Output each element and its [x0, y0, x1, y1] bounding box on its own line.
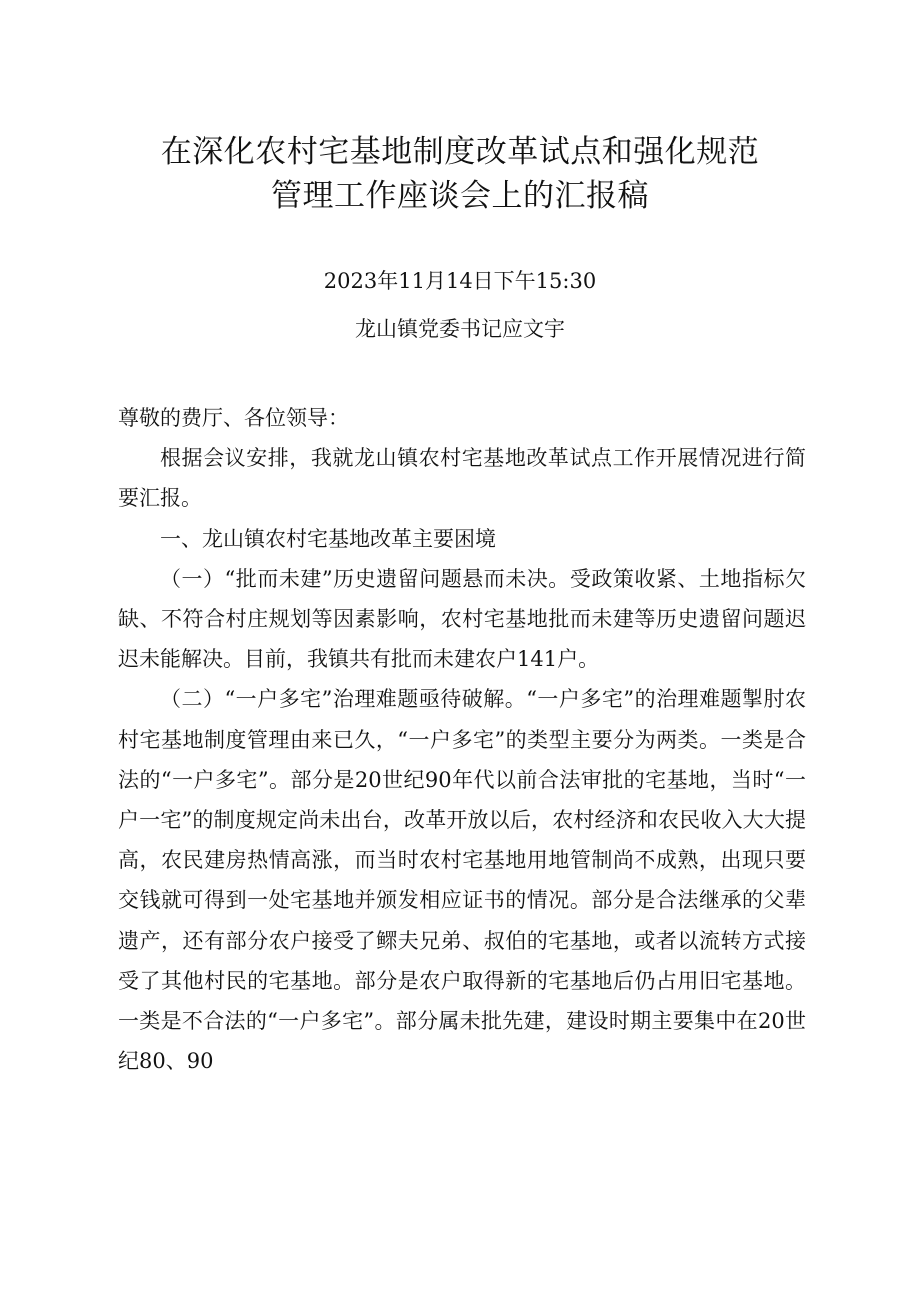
document-title-line-1: 在深化农村宅基地制度改革试点和强化规范	[160, 134, 760, 170]
salutation: 尊敬的费厅、各位领导：	[118, 406, 349, 430]
paragraph-2: （二）“一户多宅”治理难题亟待破解。“一户多宅”的治理难题掣肘农村宅基地制度管理由来已久，“一户多宅”的类型主要分为两类。一类是合法的“一户多宅”。部分是20世纪90年代以前合法审批的宅基地，当时“一户一宅”的制度规定尚未出台，改革开放以后，农村经济和农民收入大大提高，农民建房热情高涨，而当时农村宅基地用地管制尚不成熟，出现只要交钱就可得到一处宅基地并颁发相应证书的情况。部分是合法继承的父辈遗产，还有部分农户接受了鳏夫兄弟、叔伯的宅基地，或者以流转方式接受了其他村民的宅基地。部分是农户取得新的宅基地后仍占用旧宅基地。一类是不合法的“一户多宅”。部分属未批先建，建设时期主要集中在20世纪80、90	[118, 687, 806, 1074]
intro-paragraph: 根据会议安排，我就龙山镇农村宅基地改革试点工作开展情况进行简要汇报。	[118, 446, 806, 511]
paragraph-1: （一）“批而未建”历史遗留问题悬而未决。受政策收紧、土地指标欠缺、不符合村庄规划等因素影响，农村宅基地批而未建等历史遗留问题迟迟未能解决。目前，我镇共有批而未建农户141户。	[118, 566, 806, 672]
document-date: 2023年11月14日下午15:30	[323, 269, 597, 293]
section-heading: 一、龙山镇农村宅基地改革主要困境	[160, 526, 496, 551]
document-author: 龙山镇党委书记应文宇	[355, 317, 565, 341]
document-title-line-2: 管理工作座谈会上的汇报稿	[271, 178, 649, 214]
document-body	[118, 398, 806, 1081]
